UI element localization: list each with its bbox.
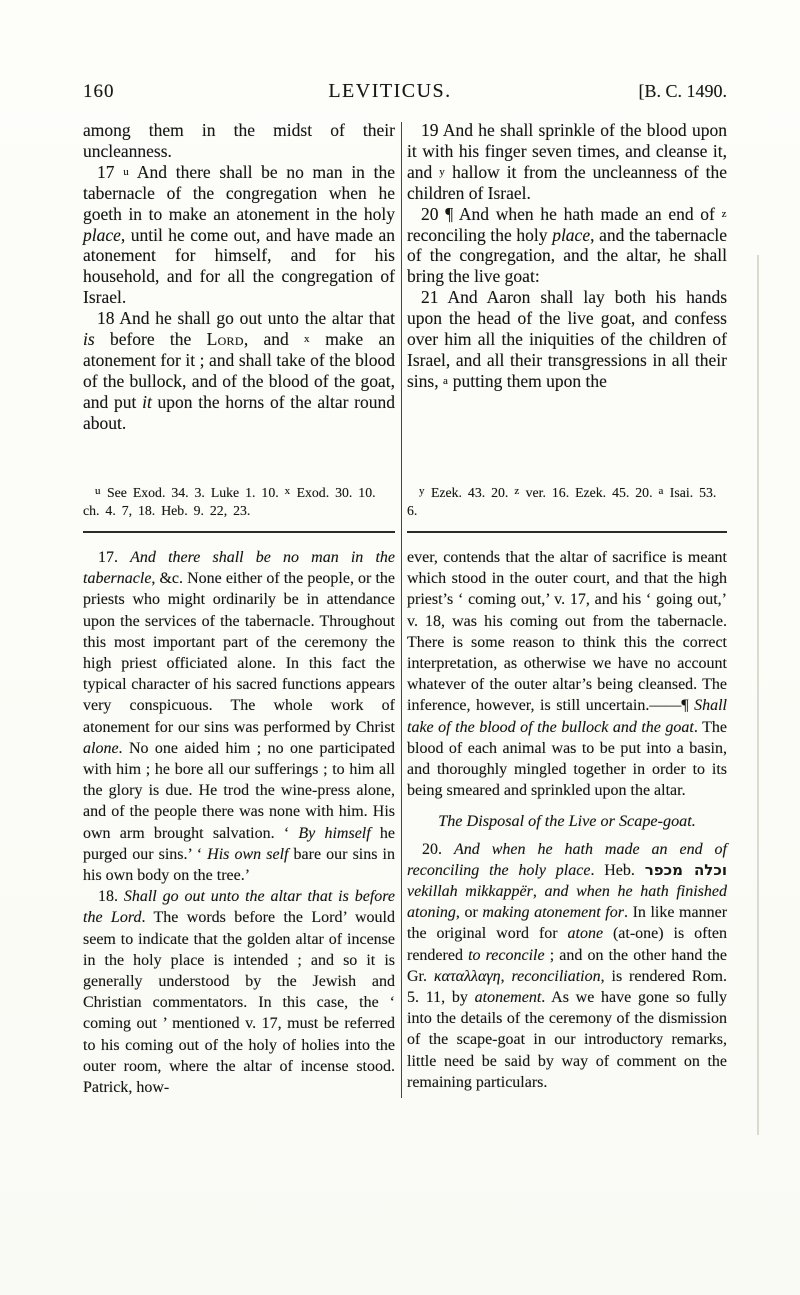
column-rule-right (407, 531, 727, 533)
verse-18: 18 And he shall go out unto the altar that is before the Lord, and x make an atonement for it ; and shall take of the blood of the bullock, and of the blood of the goat, and put it upon the horns of the altar round about. (83, 308, 395, 433)
scapegoat-section-heading: The Disposal of the Live or Scape-goat. (438, 812, 696, 831)
commentary-note-v20: 20. And when he hath made an end of reconciling the holy place. Heb. וכלה מכפר vekillah mikkappër, and when he hath finished atoning, or making atonement for. In like manner the original word for atone (at-one) is often rendered to reconcile ; and on the other hand the Gr. καταλλαγη, reconciliation, is rendered Rom. 5. 11, by atonement. As we have gone so fully into the details of the ceremony of the dismission of the scape-goat in our introductory remarks, little need be said by way of comment on the remaining particulars. (407, 840, 728, 1091)
verse-20: 20 ¶ And when he hath made an end of z reconciling the holy place, and the tabernacle of the congregation, and the altar, he shall bring the live goat: (407, 203, 727, 287)
column-right (407, 120, 727, 1098)
verse-16-continuation: among them in the midst of their uncleanness. (83, 120, 395, 161)
cross-references-right: $^y$ Ezek. 43. 20. $^z$ ver. 16. Ezek. 45. 20. $^a$ Isai. 53. 6. (407, 485, 717, 518)
verse-21: 21 And Aaron shall lay both his hands upon the head of the live goat, and confess over him all the iniquities of the children of Israel, and all their transgressions in all their sins, a putting them upon the (407, 287, 727, 391)
verse-19: 19 And he shall sprinkle of the blood upon it with his finger seven times, and cleanse it, and y hallow it from the uncleanness of the children of Israel. (407, 120, 727, 203)
scripture-text-right (407, 120, 727, 474)
running-header (83, 80, 727, 103)
commentary-note-v18-continued: ever, contends that the altar of sacrifice is meant which stood in the outer court, and that the high priest’s ‘ coming out,’ v. 17, and his ‘ going out,’ v. 18, was his coming out from the tabernacle. There is some reason to think this the correct interpretation, as otherwise we have no account whatever of the outer altar’s being cleansed. The inference, however, is still uncertain.——¶ Shall take of the blood of the bullock and the goat. The blood of each animal was to be put into a basin, and thoroughly mingled together in order to its being smeared and sprinkled upon the altar. (407, 549, 727, 800)
column-rule-left (83, 531, 395, 533)
commentary-right (407, 547, 727, 1093)
page-edge-scan-artifact (757, 255, 759, 1135)
page-columns (83, 120, 727, 1098)
book-title: LEVITICUS. (328, 80, 452, 102)
commentary-note-v18: 18. Shall go out unto the altar that is before the Lord. The words before the Lord’ would seem to indicate that the golden altar of incense in the holy place is intended ; and so it is generally understood by the Jewish and Christian commentators. In this case, the ‘ coming out ’ mentioned v. 17, must be referred to his coming out of the holy of holies into the outer room, where the altar of incense stood. Patrick, how- (83, 888, 396, 1097)
scripture-text-left (83, 120, 395, 474)
cross-references-left: $^u$ See Exod. 34. 3. Luke 1. 10. $^x$ Exod. 30. 10. ch. 4. 7, 18. Heb. 9. 22, 23. (83, 485, 376, 518)
commentary-left (83, 547, 395, 1098)
column-left (83, 120, 395, 1098)
verse-17: 17 u And there shall be no man in the tabernacle of the congregation when he goeth in to make an atonement in the holy place, until he come out, and have made an atonement for himself, and for his household, and for all the congregation of Israel. (83, 161, 395, 308)
commentary-note-v17: 17. And there shall be no man in the tabernacle, &c. None either of the people, or the priests who might ordinarily be in attendance upon the services of the tabernacle. Throughout this most important part of the ceremony the high priest officiated alone. In this fact the typical character of his sacred functions appears very conspicuous. The whole work of atonement for our sins was performed by Christ alone. No one aided him ; no one participated with him ; he bore all our sufferings ; to him all the glory is due. He trod the wine-press alone, and of the people there was none with him. His own arm brought salvation. ‘ By himself he purged our sins.’ ‘ His own self bare our sins in his own body on the tree.’ (83, 549, 396, 885)
chronology-label: [B. C. 1490. (638, 81, 727, 101)
column-divider (401, 122, 402, 1098)
page-number: 160 (83, 81, 115, 102)
